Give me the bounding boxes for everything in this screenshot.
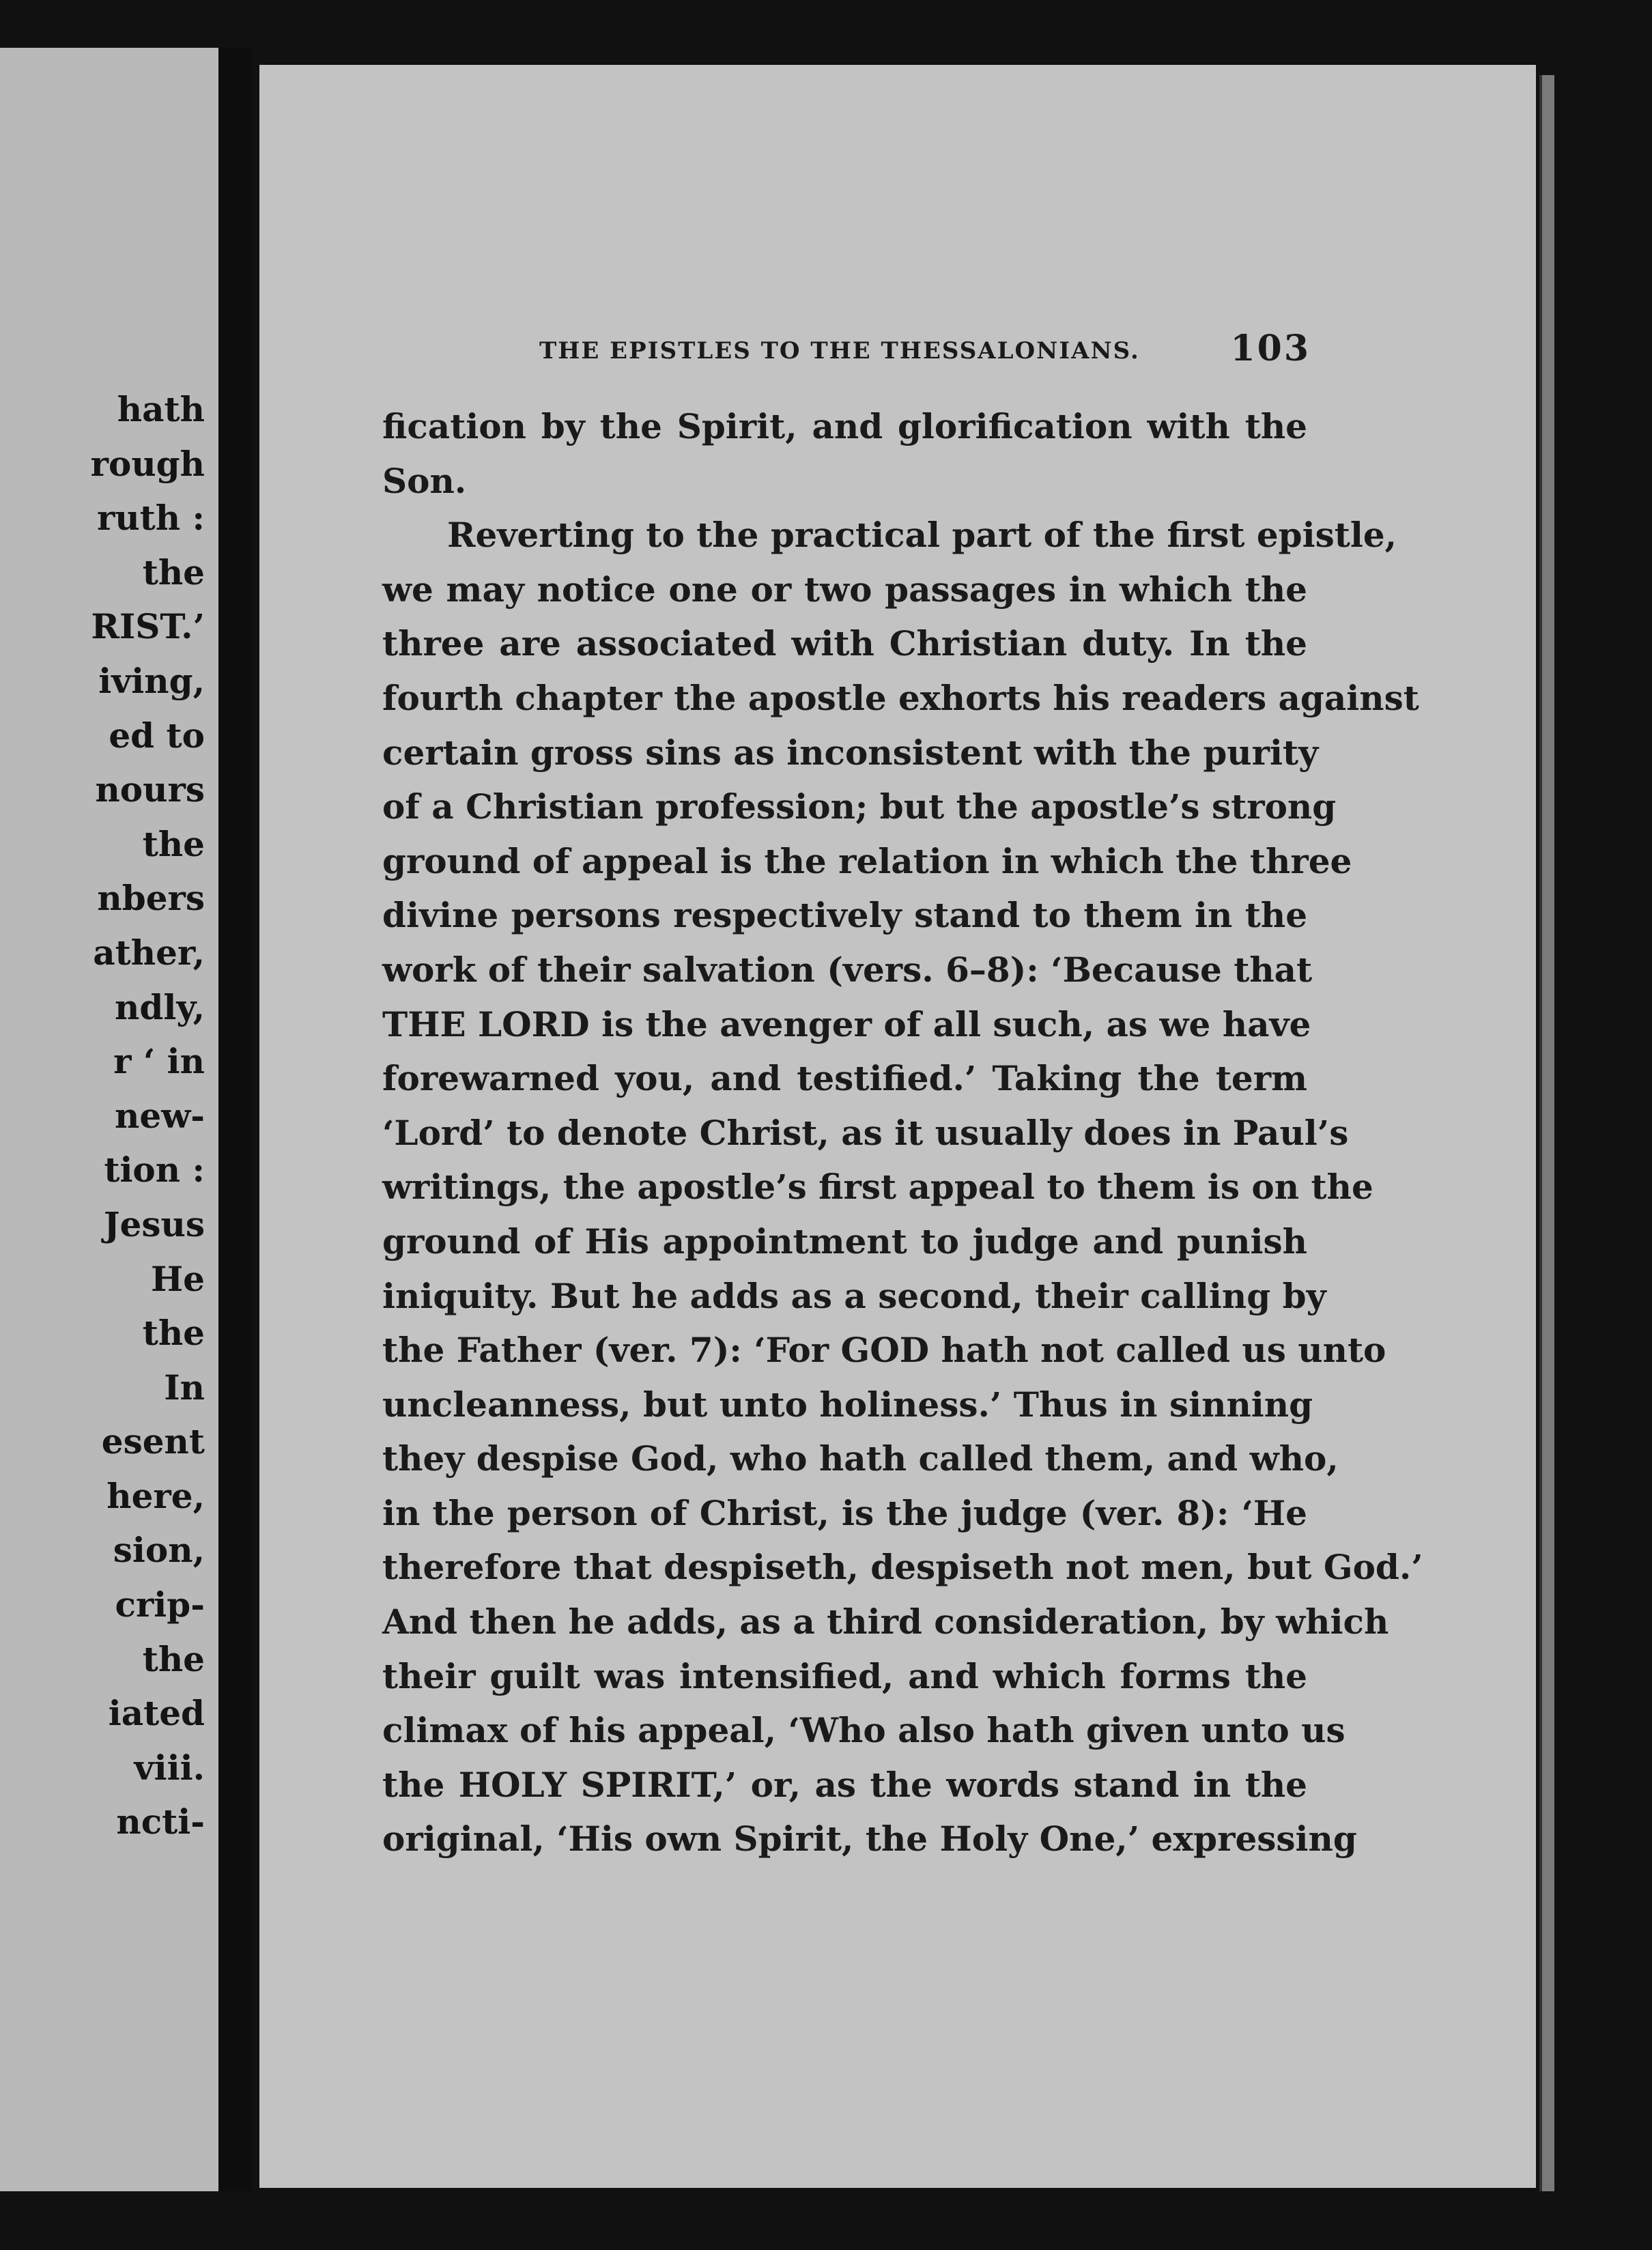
text-line: THE LORD is the avenger of all such, as we have: [382, 1003, 1311, 1044]
fragment-line: In: [164, 1367, 205, 1408]
running-head: [539, 328, 1311, 375]
text-line: iniquity. But he adds as a second, their calling by: [382, 1275, 1326, 1316]
fragment-line: viii.: [134, 1747, 205, 1788]
fragment-line: r ‘ in: [113, 1041, 205, 1082]
fragment-line: He: [150, 1258, 205, 1299]
fragment-line: iving,: [98, 660, 205, 701]
text-line: their guilt was intensified, and which forms the: [382, 1655, 1307, 1696]
fragment-line: sion,: [113, 1530, 205, 1571]
text-line: forewarned you, and testified.’ Taking the term: [382, 1058, 1307, 1099]
fragment-line: the: [142, 1313, 205, 1354]
text-line: certain gross sins as inconsistent with the purity: [382, 732, 1319, 773]
text-line: fourth chapter the apostle exhorts his readers against: [382, 677, 1419, 718]
text-line: And then he adds, as a third consideration, by which: [382, 1601, 1389, 1642]
previous-page-text: [0, 382, 205, 1849]
fragment-line: esent: [101, 1421, 205, 1462]
text-line: the Father (ver. 7): ‘For GOD hath not called us unto: [382, 1330, 1386, 1371]
text-line: divine persons respectively stand to them in the: [382, 895, 1307, 936]
page-number: 103: [1230, 328, 1311, 369]
fragment-line: tion :: [104, 1150, 205, 1191]
text-line: in the person of Christ, is the judge (ver. 8): ‘He: [382, 1492, 1307, 1533]
text-line: fication by the Spirit, and glorification with the: [382, 406, 1307, 446]
text-line: therefore that despiseth, despiseth not men, but God.’: [382, 1547, 1423, 1588]
fragment-line: hath: [117, 389, 205, 429]
running-head-title: THE EPISTLES TO THE THESSALONIANS.: [539, 337, 1140, 365]
fragment-line: ncti-: [116, 1802, 205, 1842]
fragment-line: ed to: [109, 715, 205, 756]
fragment-line: iated: [108, 1693, 205, 1734]
text-line: ground of His appointment to judge and punish: [382, 1221, 1307, 1262]
previous-page-fragment: [0, 48, 218, 2191]
fragment-line: Jesus: [103, 1204, 205, 1244]
fragment-line: the: [142, 1638, 205, 1679]
text-line: ground of appeal is the relation in which the three: [382, 840, 1352, 881]
fragment-line: ather,: [93, 932, 205, 973]
text-line: Reverting to the practical part of the first epistle,: [447, 515, 1397, 556]
text-line: the HOLY SPIRIT,’ or, as the words stand in the: [382, 1764, 1307, 1805]
text-line: Son.: [382, 460, 467, 501]
page-body-text: [382, 399, 1423, 1866]
text-line: uncleanness, but unto holiness.’ Thus in sinning: [382, 1384, 1313, 1425]
fragment-line: crip-: [115, 1584, 205, 1625]
text-line: work of their salvation (vers. 6–8): ‘Because that: [382, 949, 1313, 990]
fragment-line: nours: [95, 769, 205, 810]
text-line: three are associated with Christian duty. In the: [382, 623, 1307, 664]
fragment-line: the: [142, 823, 205, 864]
fragment-line: ruth :: [96, 498, 205, 539]
text-line: they despise God, who hath called them, and who,: [382, 1438, 1339, 1479]
text-line: climax of his appeal, ‘Who also hath given unto us: [382, 1710, 1345, 1751]
fragment-line: the: [142, 552, 205, 593]
fragment-line: new-: [115, 1095, 205, 1136]
fragment-line: ndly,: [115, 986, 205, 1027]
text-line: we may notice one or two passages in which the: [382, 569, 1307, 610]
fragment-line: RIST.’: [91, 606, 205, 647]
fragment-line: nbers: [97, 878, 205, 919]
fragment-line: here,: [106, 1475, 205, 1516]
text-line: original, ‘His own Spirit, the Holy One,’ expressing: [382, 1819, 1357, 1860]
text-line: ‘Lord’ to denote Christ, as it usually does in Paul’s: [382, 1112, 1349, 1153]
book-gutter: [218, 48, 253, 2191]
page-edge: [1539, 75, 1554, 2191]
fragment-line: rough: [90, 443, 205, 484]
text-line: of a Christian profession; but the apostle’s strong: [382, 786, 1337, 827]
text-line: writings, the apostle’s first appeal to them is on the: [382, 1167, 1373, 1208]
